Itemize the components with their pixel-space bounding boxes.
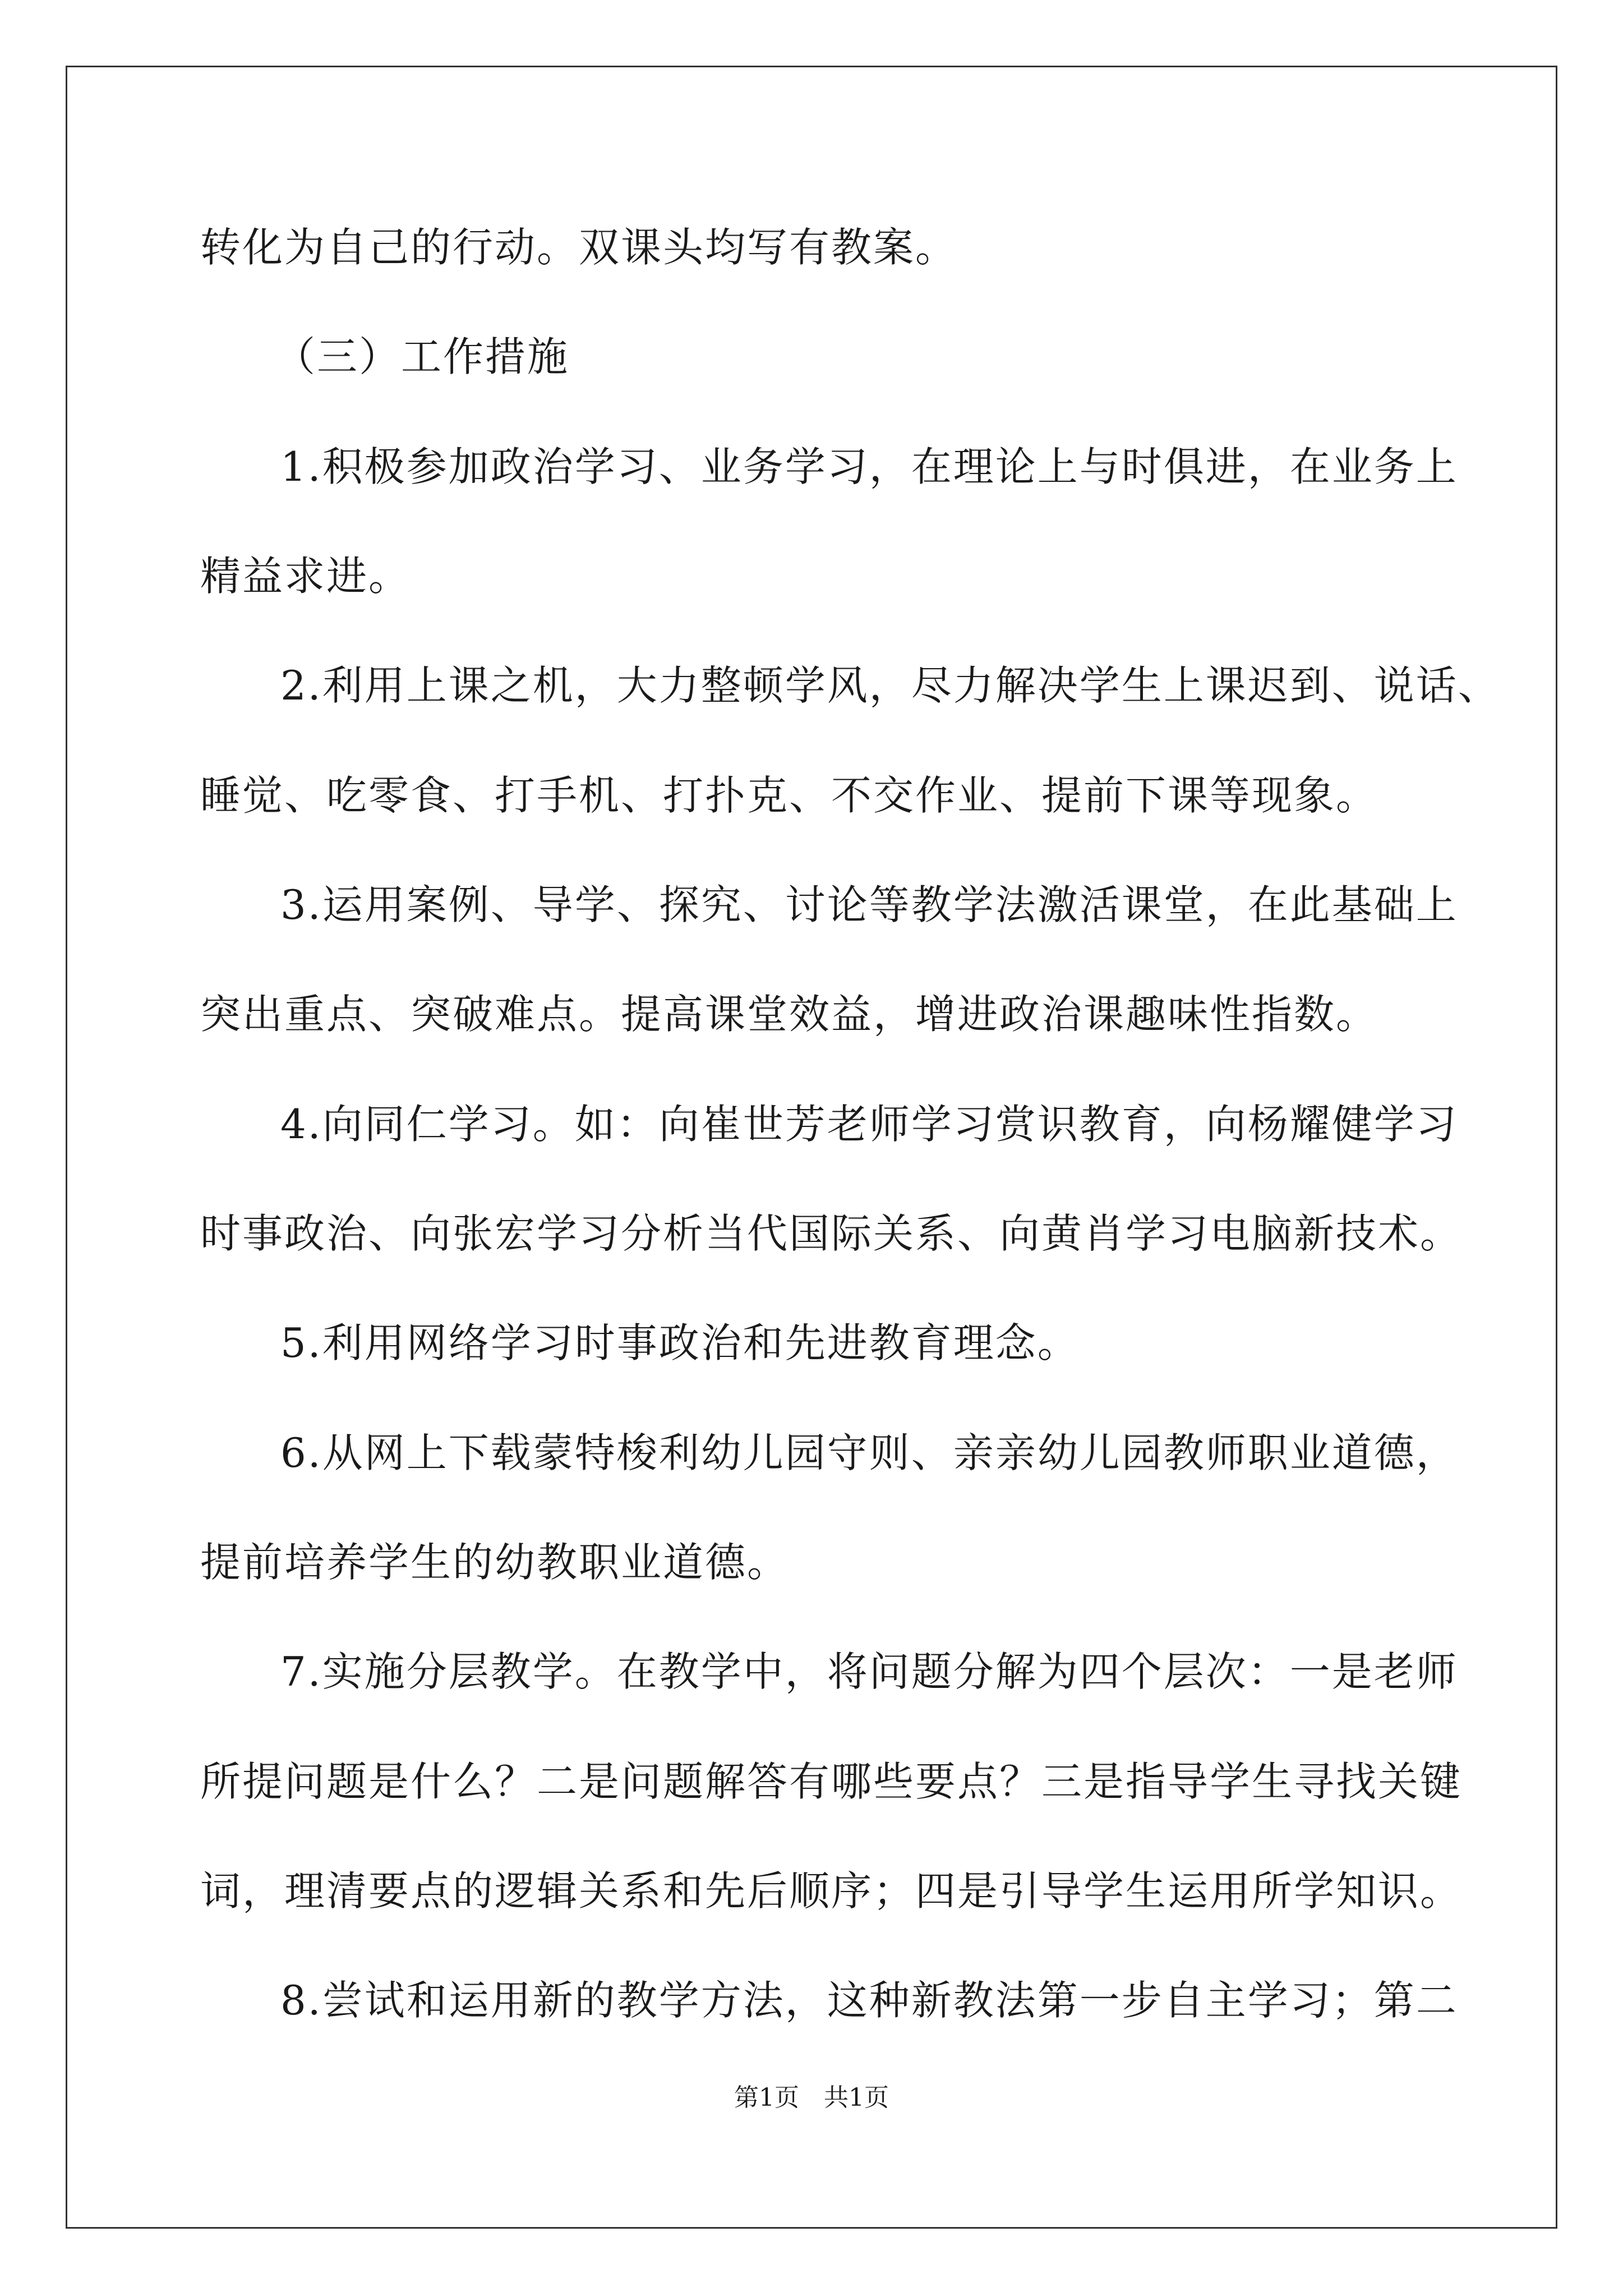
body-line: 突出重点、突破难点。提高课堂效益，增进政治课趣味性指数。	[200, 991, 1378, 1038]
body-line: 3.运用案例、导学、探究、讨论等教学法激活课堂，在此基础上	[280, 881, 1458, 928]
body-line: 2.利用上课之机，大力整顿学风，尽力解决学生上课迟到、说话、	[280, 662, 1500, 709]
body-line: 时事政治、向张宏学习分析当代国际关系、向黄肖学习电脑新技术。	[200, 1210, 1463, 1257]
body-line: 所提问题是什么？二是问题解答有哪些要点？三是指导学生寻找关键	[200, 1758, 1463, 1805]
body-line: 睡觉、吃零食、打手机、打扑克、不交作业、提前下课等现象。	[200, 772, 1378, 819]
body-line: 提前培养学生的幼教职业道德。	[200, 1539, 790, 1586]
page-footer: 第1页 共1页	[734, 2083, 889, 2112]
body-line: 6.从网上下载蒙特梭利幼儿园守则、亲亲幼儿园教师职业道德，	[280, 1429, 1458, 1476]
section-heading: （三）工作措施	[275, 333, 570, 380]
body-line: 1.积极参加政治学习、业务学习，在理论上与时俱进，在业务上	[280, 443, 1458, 490]
body-line: 精益求进。	[200, 553, 411, 600]
body-line: 4.向同仁学习。如：向崔世芳老师学习赏识教育，向杨耀健学习	[280, 1101, 1458, 1148]
body-line: 转化为自己的行动。双课头均写有教案。	[200, 224, 958, 271]
body-line: 7.实施分层教学。在教学中，将问题分解为四个层次：一是老师	[280, 1648, 1458, 1695]
body-line: 5.利用网络学习时事政治和先进教育理念。	[280, 1319, 1080, 1366]
body-line: 8.尝试和运用新的教学方法，这种新教法第一步自主学习；第二	[280, 1977, 1458, 2024]
body-line: 词，理清要点的逻辑关系和先后顺序；四是引导学生运用所学知识。	[200, 1867, 1463, 1915]
